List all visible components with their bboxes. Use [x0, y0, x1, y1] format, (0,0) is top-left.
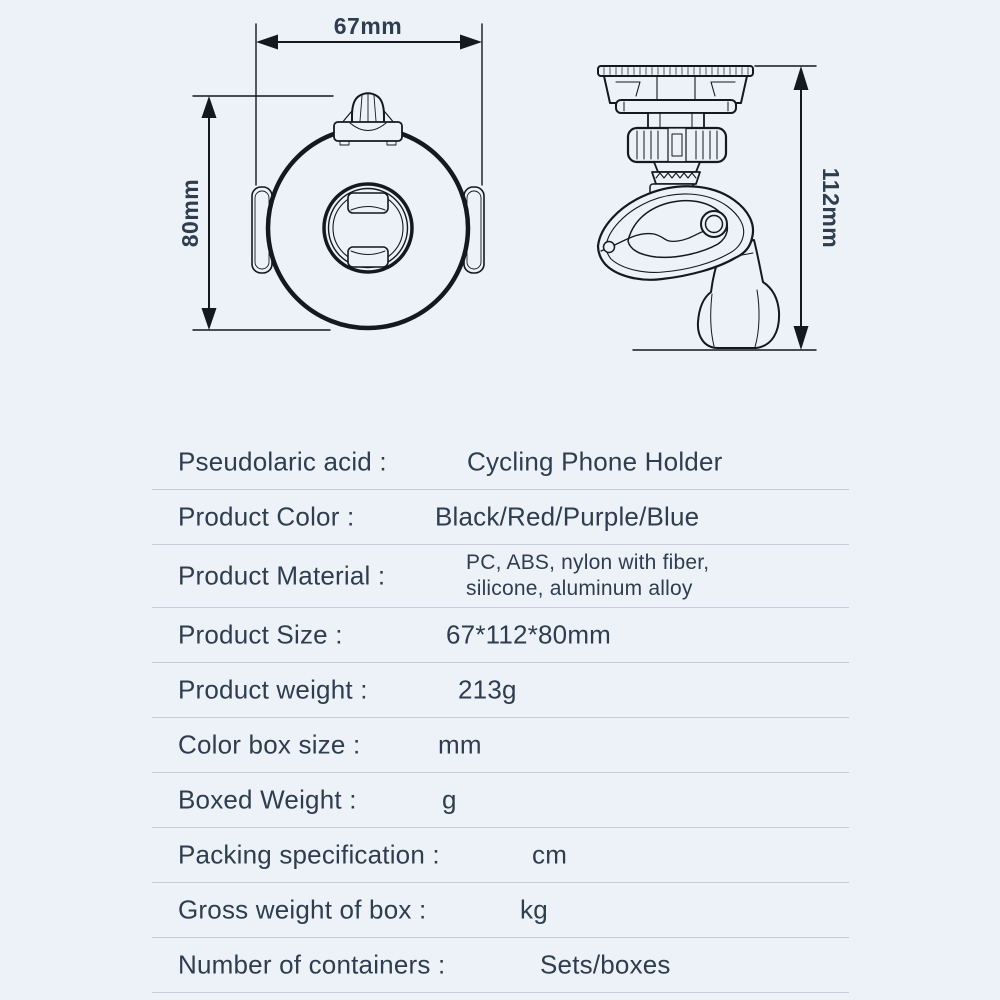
technical-drawings — [0, 0, 1000, 432]
spec-table — [152, 435, 849, 993]
spec-label: Product weight : — [178, 674, 368, 705]
spec-row-number-of-containers — [152, 938, 849, 993]
spec-value: g — [442, 784, 457, 815]
spec-row-color-box-size — [152, 718, 849, 773]
spec-label: Product Size : — [178, 619, 343, 650]
front-top-mount — [334, 93, 402, 145]
spec-label: Pseudolaric acid : — [178, 446, 387, 477]
front-inner-ring — [324, 184, 412, 272]
spec-label: Gross weight of box : — [178, 894, 427, 925]
front-view-drawing — [177, 13, 484, 330]
spec-value: cm — [532, 839, 568, 870]
front-width-dimension-label: 67mm — [333, 13, 403, 39]
spec-value: kg — [520, 894, 548, 925]
spec-label: Product Material : — [178, 560, 386, 591]
spec-label: Color box size : — [178, 729, 361, 760]
spec-row-gross-weight — [152, 883, 849, 938]
spec-label: Boxed Weight : — [178, 784, 357, 815]
spec-value: Black/Red/Purple/Blue — [435, 501, 700, 532]
spec-value: Cycling Phone Holder — [467, 446, 723, 477]
spec-value: Sets/boxes — [540, 949, 671, 980]
spec-row-product-size — [152, 608, 849, 663]
spec-value-line-2: silicone, aluminum alloy — [466, 577, 693, 600]
spec-value-line-1: PC, ABS, nylon with fiber, — [466, 551, 710, 574]
spec-value — [466, 550, 709, 602]
spec-row-product-color — [152, 490, 849, 545]
spec-value: 213g — [458, 674, 517, 705]
spec-row-boxed-weight — [152, 773, 849, 828]
spec-row-product-weight — [152, 663, 849, 718]
spec-label: Product Color : — [178, 501, 355, 532]
spec-label: Number of containers : — [178, 949, 446, 980]
side-mount-head — [598, 66, 753, 128]
front-height-dimension-label: 80mm — [177, 178, 203, 248]
spec-value: mm — [438, 729, 482, 760]
spec-label: Packing specification : — [178, 839, 440, 870]
spec-row-packing-specification — [152, 828, 849, 883]
side-height-dimension-label: 112mm — [818, 167, 844, 249]
spec-row-product-name — [152, 435, 849, 490]
spec-value: 67*112*80mm — [446, 619, 612, 650]
side-lock-knob — [628, 128, 726, 162]
spec-row-product-material — [152, 545, 849, 608]
side-view-drawing — [598, 66, 844, 350]
